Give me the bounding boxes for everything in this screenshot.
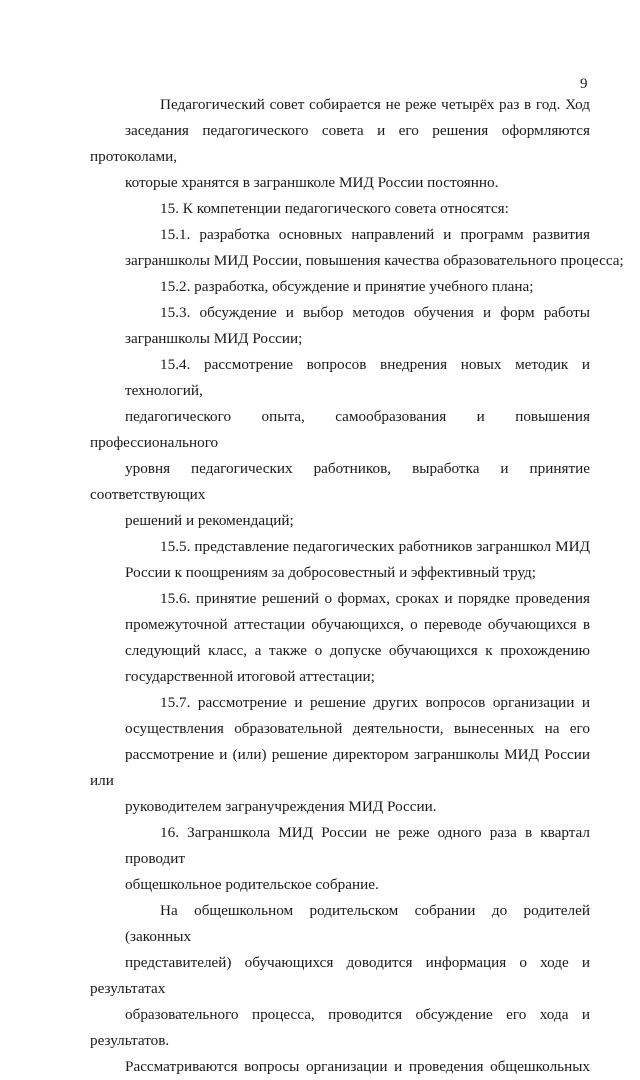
paragraph-15-3 <box>90 300 590 352</box>
text-line: которые хранятся в заграншколе МИД России постоянно. <box>125 174 499 191</box>
text-line: 15.5. представление педагогических работников заграншкол МИД <box>160 538 590 555</box>
text-line: решений и рекомендаций; <box>125 512 294 529</box>
text-line: государственной итоговой аттестации; <box>125 668 375 685</box>
text-line: 15.2. разработка, обсуждение и принятие учебного плана; <box>160 278 534 295</box>
text-line: следующий класс, а также о допуске обучающихся к прохождению <box>125 642 590 659</box>
text-line: 15. К компетенции педагогического совета относятся: <box>160 200 509 217</box>
text-line: рассмотрение и (или) решение директором заграншколы МИД России или <box>90 746 590 789</box>
paragraph-15-5 <box>90 534 590 586</box>
document-body <box>90 92 624 1080</box>
text-line: заседания педагогического совета и его решения оформляются протоколами, <box>90 122 590 165</box>
text-line: заграншколы МИД России, повышения качества образовательного процесса; <box>125 252 624 269</box>
paragraph-pedsovet-meetings <box>90 92 590 196</box>
text-line: общешкольное родительское собрание. <box>125 876 379 893</box>
text-line: Рассматриваются вопросы организации и проведения общешкольных <box>125 1058 590 1075</box>
text-line: 15.6. принятие решений о формах, сроках и порядке проведения <box>160 590 590 607</box>
paragraph-15-1 <box>90 222 624 274</box>
text-line: промежуточной аттестации обучающихся, о переводе обучающихся в <box>125 616 590 633</box>
text-line: На общешкольном родительском собрании до родителей (законных <box>125 902 590 945</box>
text-line: России к поощрениям за добросовестный и эффективный труд; <box>125 564 536 581</box>
text-line: 15.7. рассмотрение и решение других вопросов организации и <box>160 694 590 711</box>
text-line: Педагогический совет собирается не реже четырёх раз в год. Ход <box>160 96 590 113</box>
text-line: заграншколы МИД России; <box>125 330 303 347</box>
text-line: 16. Заграншкола МИД России не реже одного раза в квартал проводит <box>125 824 590 867</box>
text-line: педагогического опыта, самообразования и повышения профессионального <box>90 408 590 451</box>
paragraph-15 <box>90 196 590 222</box>
paragraph-16 <box>90 820 590 898</box>
text-line: руководителем загранучреждения МИД России. <box>125 798 437 815</box>
text-line: 15.1. разработка основных направлений и программ развития <box>160 226 590 243</box>
paragraph-15-7 <box>90 690 590 820</box>
text-line: 15.4. рассмотрение вопросов внедрения новых методик и технологий, <box>125 356 590 399</box>
paragraph-parent-meeting <box>90 898 590 1080</box>
text-line: 15.3. обсуждение и выбор методов обучения и форм работы <box>160 304 590 321</box>
text-line: осуществления образовательной деятельности, вынесенных на его <box>125 720 590 737</box>
paragraph-15-4 <box>90 352 590 534</box>
paragraph-15-2 <box>90 274 590 300</box>
page-number: 9 <box>580 76 588 92</box>
text-line: представителей) обучающихся доводится информация о ходе и результатах <box>90 954 590 997</box>
text-line: уровня педагогических работников, выработка и принятие соответствующих <box>90 460 590 503</box>
paragraph-15-6 <box>90 586 590 690</box>
text-line: образовательного процесса, проводится обсуждение его хода и результатов. <box>90 1006 590 1049</box>
